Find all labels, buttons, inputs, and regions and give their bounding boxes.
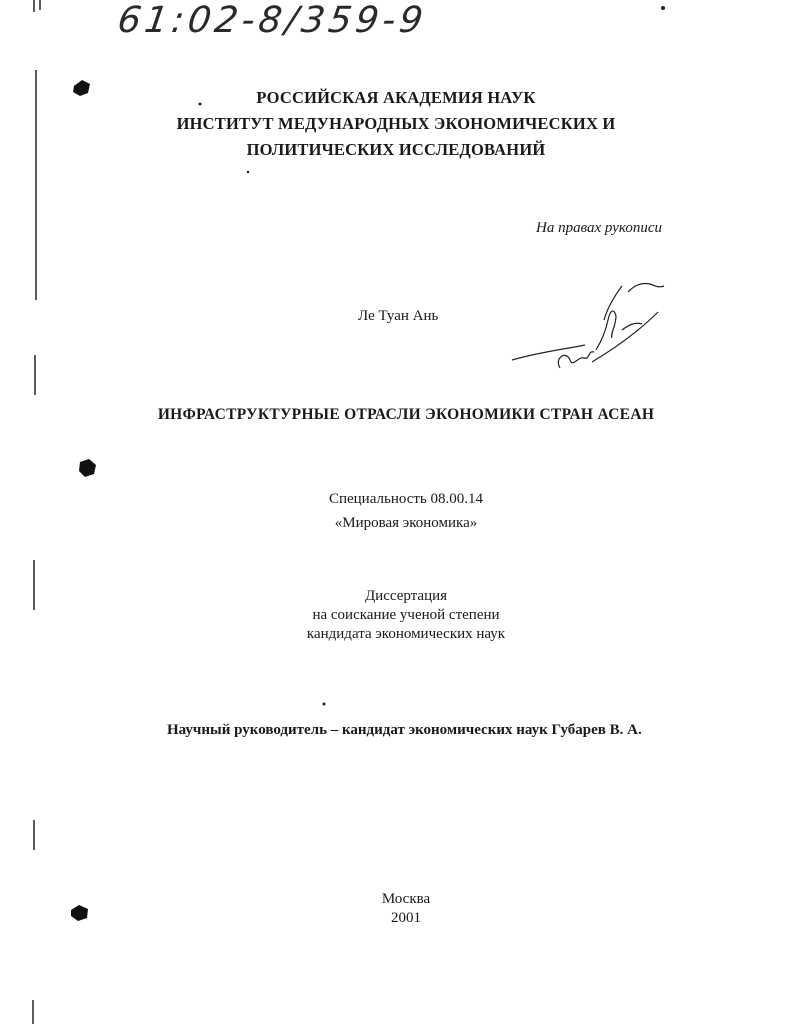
specialty-name: «Мировая экономика» xyxy=(334,515,478,531)
registration-code: 61:02-8/359-9 xyxy=(115,0,430,41)
institution-line-2: ИНСТИТУТ МЕДУНАРОДНЫХ ЭКОНОМИЧЕСКИХ И xyxy=(176,114,616,133)
year: 2001 xyxy=(391,910,421,926)
institution-line-1: РОССИЙСКАЯ АКАДЕМИЯ НАУК xyxy=(256,88,536,107)
city: Москва xyxy=(381,891,431,907)
degree-line: на соискание ученой степени xyxy=(312,607,500,623)
thesis-title: ИНФРАСТРУКТУРНЫЕ ОТРАСЛИ ЭКОНОМИКИ СТРАН АСЕАН xyxy=(157,406,655,423)
manuscript-note: На правах рукописи xyxy=(536,220,662,236)
degree-field: кандидата экономических наук xyxy=(306,626,506,642)
scientific-supervisor: Научный руководитель – кандидат экономических наук Губарев В. А. xyxy=(167,722,642,738)
institution-line-3: ПОЛИТИЧЕСКИХ ИССЛЕДОВАНИЙ xyxy=(246,140,546,159)
dissertation-label: Диссертация xyxy=(364,588,448,604)
signature xyxy=(512,283,664,368)
specialty-code: Специальность 08.00.14 xyxy=(328,491,484,507)
author-name: Ле Туан Ань xyxy=(358,308,439,324)
